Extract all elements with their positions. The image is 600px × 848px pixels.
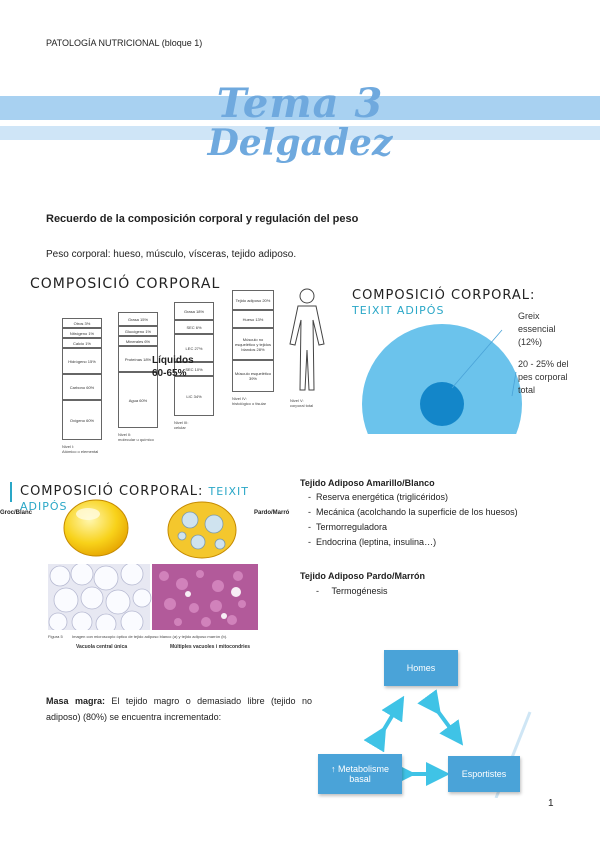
level-label: Nivel II: molecular u químico [118,432,154,442]
body-text: Peso corporal: hueso, músculo, vísceras, tejido adiposo. [46,249,297,260]
comp-cell: Tejido adiposo 20% [232,290,274,310]
figure-title-accent: TEIXIT ADIPÓS [20,485,249,513]
level-label: Nivel III: celular [174,420,189,430]
comp-cell: Grasa 18% [174,302,214,320]
list-item: - Termogénesis [316,586,388,596]
page-header: PATOLOGÍA NUTRICIONAL (bloque 1) [46,38,203,48]
figure-body-composition [30,272,340,462]
comp-cell: Calcio 1% [62,338,102,348]
micrograph-illustration [48,564,258,630]
figure-title: COMPOSICIÓ CORPORAL [30,276,221,292]
list-item: - Termorreguladora [308,522,388,532]
white-cell-label: Groc/Blanc [0,510,33,516]
brown-tissue-title: Tejido Adiposo Pardo/Marrón [300,571,426,581]
human-silhouette-icon [278,286,336,396]
comp-cell: Nitrógeno 1% [62,328,102,338]
comp-cell: Grasa 15% [118,312,158,326]
figure-label: Figura 5 [48,634,63,639]
list-item-text: Termogénesis [331,586,388,596]
list-item-text: Termorreguladora [316,522,388,532]
figure-adipose-circles [352,284,578,434]
list-item-text: Reserva energética (triglicéridos) [316,492,449,502]
list-item-text: Mecánica (acolchando la superficie de los huesos) [316,507,518,517]
list-item: - Reserva energética (triglicéridos) [308,492,449,502]
lean-mass-term: Masa magra: [46,696,105,706]
comp-cell: SEC 6% [174,320,214,334]
figure-title-accent: TEIXIT ADIPÓS [352,304,445,317]
lean-mass-paragraph [46,693,312,725]
comp-cell: Músculo esquelético 39% [232,360,274,392]
level-label: Nivel I: Atómico o elemental [62,444,99,454]
list-item-text: Endocrina (leptina, insulina…) [316,537,437,547]
comp-cell: Oxígeno 60% [62,400,102,440]
node-metabolism: ↑ Metabolisme basal [318,754,402,794]
essential-fat-label: Greix essencial (12%) [518,311,556,347]
page-subtitle: Delgadez [207,122,393,164]
comp-cell: Carbono 60% [62,374,102,400]
liquids-label: Líquidos 60-65% [152,355,194,379]
level-label: Nivel IV: histológico o tisular [232,396,267,406]
comp-cell: Minerales 6% [118,336,158,346]
white-tissue-list [308,490,518,550]
comp-cell: Músculo no esquelético y tejidos blandos 28% [232,328,274,360]
page-title: Tema 3 [216,80,384,127]
page-number: 1 [548,798,554,809]
white-tissue-title: Tejido Adiposo Amarillo/Blanco [300,478,435,488]
lean-mass-text: El tejido magro o demasiado libre (tejido no adiposo) (80%) se encuentra incrementado: [46,696,312,722]
figure-accent-bar [10,482,12,502]
node-homes: Homes [384,650,458,686]
comp-cell: Agua 60% [118,372,158,428]
comp-cell: Proteínas 18% [118,346,158,372]
section-heading: Recuerdo de la composición corporal y regulación del peso [46,213,359,225]
figure-adipose-types [0,476,292,662]
brown-cell-label: Pardo/Marró [254,510,290,516]
comp-cell: LIC 34% [174,376,214,416]
comp-cell: Glucógeno 1% [118,326,158,336]
list-item: - Mecánica (acolchando la superficie de los huesos) [308,507,518,517]
comp-cell: Hueso 13% [232,310,274,328]
brown-caption: Múltiples vacuoles i mitocondries [170,644,251,650]
list-item: - Endocrina (leptina, insulina…) [308,537,437,547]
figure-title-main: COMPOSICIÓ CORPORAL: [352,288,536,303]
node-athletes: Esportistes [448,756,520,792]
adipocyte-cells-illustration [60,496,260,560]
level-label: Nivel V: corporal total [290,398,314,408]
comp-cell: Otros 3% [62,318,102,328]
figure-caption: Imagen con microscopio óptico de tejido adiposo blanco (a) y tejido adiposo marrón (b). [72,634,228,639]
white-caption: Vacuola central única [76,644,128,650]
body-weight-label: 20 - 25% del pes corporal total [518,359,569,395]
figure-title-main: COMPOSICIÓ CORPORAL: [20,484,204,499]
brown-tissue-list [316,584,388,599]
comp-cell: Hidrógeno 15% [62,348,102,374]
comp-cell: SEC 10% [174,362,214,376]
comp-cell: LEC 27% [174,334,214,362]
